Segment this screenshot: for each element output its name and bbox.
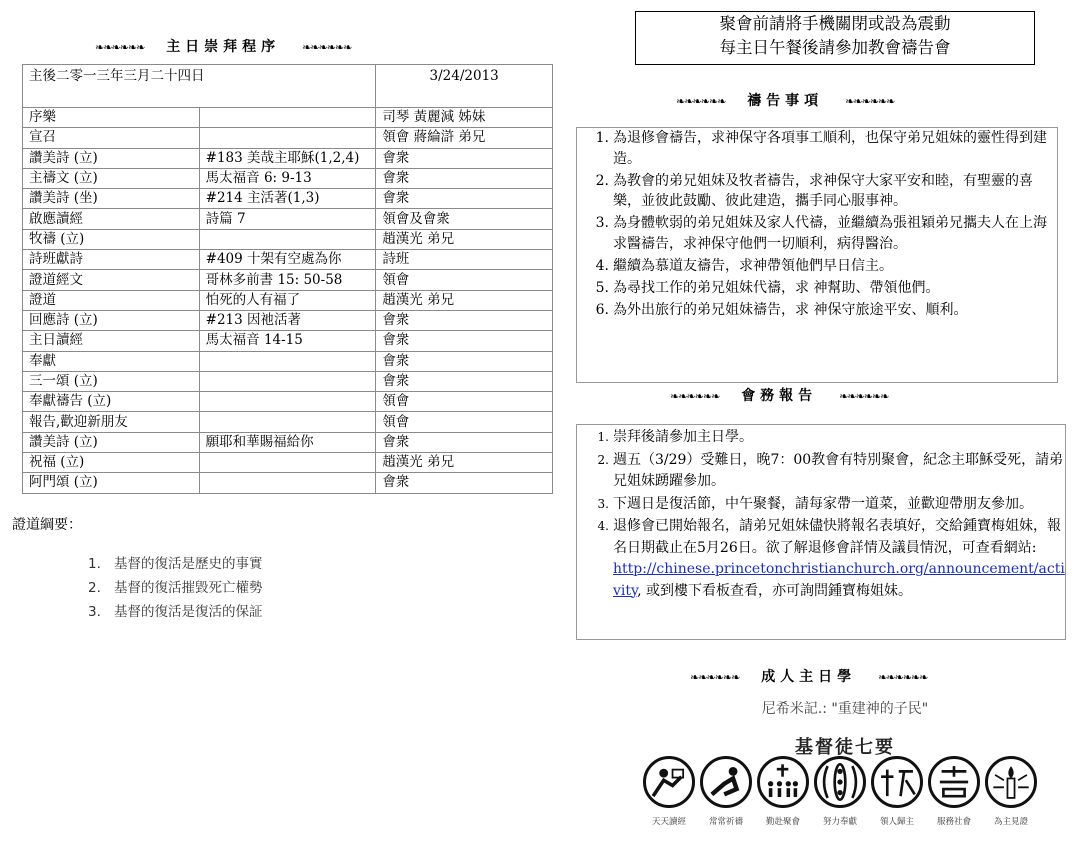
seven-essentials-labels <box>643 815 1038 829</box>
prayer-item-number: 5. <box>595 279 609 296</box>
essential-label: 努力奉獻 <box>822 817 857 827</box>
news-heading-title: 會務報告 <box>741 388 818 404</box>
prayer-item-number: 2. <box>595 172 609 189</box>
news-item-number: 3. <box>597 496 609 511</box>
worship-person: 領會及會衆 <box>376 209 553 229</box>
worship-item: 祝福 (立) <box>23 453 200 473</box>
news-item-text: 崇拜後請參加主日學。 <box>613 429 753 445</box>
worship-content <box>199 392 376 412</box>
worship-row <box>23 270 553 290</box>
worship-row <box>23 128 553 148</box>
worship-row <box>23 371 553 391</box>
prayer-item <box>577 128 1057 169</box>
worship-item: 奉獻禱告 (立) <box>23 392 200 412</box>
worship-item: 報告,歡迎新朋友 <box>23 412 200 432</box>
ornament-right: ❧❧❧❧❧❧ <box>845 95 895 108</box>
worship-row <box>23 412 553 432</box>
worship-row <box>23 290 553 310</box>
worship-content: #213 因祂活著 <box>199 310 376 330</box>
sermon-outline-list <box>88 552 263 624</box>
ornament-left: ❧❧❧❧❧❧ <box>676 95 726 108</box>
news-item-number: 2. <box>597 452 609 467</box>
prayer-item <box>577 300 1057 321</box>
prayer-item-text: 繼續為慕道友禱告，求神帶領他們早日信主。 <box>613 257 893 274</box>
worship-item: 讚美詩 (立) <box>23 148 200 168</box>
worship-row <box>23 229 553 249</box>
ornament-left: ❧❧❧❧❧❧ <box>690 671 740 684</box>
outline-point-number: 3. <box>88 604 101 620</box>
worship-content: #409 十架有空處為你 <box>199 250 376 270</box>
worship-person: 趙漢光 弟兄 <box>376 453 553 473</box>
worship-content <box>199 108 376 128</box>
news-item <box>577 494 1065 516</box>
worship-item: 主禱文 (立) <box>23 168 200 188</box>
worship-item: 牧禱 (立) <box>23 229 200 249</box>
prayer-item-number: 1. <box>595 130 609 146</box>
worship-row <box>23 250 553 270</box>
worship-person: 趙漢光 弟兄 <box>376 229 553 249</box>
worship-row <box>23 392 553 412</box>
prayer-item <box>577 256 1057 277</box>
worship-heading-title: 主日崇拜程序 <box>166 39 281 55</box>
outline-point <box>88 552 263 576</box>
witness-icon <box>985 756 1037 808</box>
prayer-item-text: 為退修會禱告，求神保守各項事工順利，也保守弟兄姐妹的靈性得到建造。 <box>613 130 1047 167</box>
news-item-text: 下週日是復活節，中午聚餐，請每家帶一道菜，並歡迎帶朋友參加。 <box>613 495 1033 512</box>
worship-row <box>23 209 553 229</box>
worship-person: 會衆 <box>376 432 553 452</box>
worship-row <box>23 473 553 493</box>
worship-row <box>23 108 553 128</box>
worship-content: 馬太福音 14-15 <box>199 331 376 351</box>
worship-item: 三一頌 (立) <box>23 371 200 391</box>
evangelism-icon <box>871 756 923 808</box>
prayer-heading <box>676 90 894 110</box>
prayer-item-text: 為外出旅行的弟兄姐妹禱告，求 神保守旅途平安、順利。 <box>613 301 968 318</box>
notice-line-2: 每主日午餐後請參加教會禱告會 <box>719 38 951 57</box>
worship-person: 領會 <box>376 270 553 290</box>
prayer-icon <box>700 756 752 808</box>
seven-essentials-title: 基督徒七要 <box>795 737 895 758</box>
worship-content <box>199 412 376 432</box>
adult-school-heading <box>690 666 927 686</box>
worship-heading <box>95 36 351 56</box>
worship-person: 會衆 <box>376 189 553 209</box>
worship-item: 回應詩 (立) <box>23 310 200 330</box>
prayer-item-number: 3. <box>595 215 609 232</box>
worship-content <box>199 453 376 473</box>
essential-label: 常常祈禱 <box>708 817 743 827</box>
essential-label: 服務社會 <box>936 817 971 827</box>
prayer-item-text: 為身體軟弱的弟兄姐妹及家人代禱，並繼續為張祖穎弟兄攜夫人在上海求醫禱告，求神保守他們一切順利，病得醫治。 <box>613 215 1047 252</box>
news-item <box>577 450 1065 493</box>
worship-person: 會衆 <box>376 148 553 168</box>
essential-label: 領人歸主 <box>879 817 914 827</box>
outline-point <box>88 600 263 624</box>
prayer-heading-title: 禱告事項 <box>747 93 824 109</box>
worship-person: 趙漢光 弟兄 <box>376 290 553 310</box>
worship-content: 哥林多前書 15: 50-58 <box>199 270 376 290</box>
worship-item: 序樂 <box>23 108 200 128</box>
prayer-item-text: 為尋找工作的弟兄姐妹代禱，求 神幫助、帶領他們。 <box>613 279 940 296</box>
worship-content: 馬太福音 6: 9-13 <box>199 168 376 188</box>
adult-school-book: 尼希米記.: "重建神的子民" <box>761 701 929 717</box>
worship-person: 會衆 <box>376 473 553 493</box>
prayer-item <box>577 171 1057 212</box>
news-item-number: 1. <box>597 430 609 444</box>
prayer-box <box>576 127 1058 383</box>
seven-essentials-icons <box>643 756 1038 814</box>
sermon-outline-label: 證道綱要： <box>12 517 82 533</box>
worship-content: #183 美哉主耶穌(1,2,4) <box>199 148 376 168</box>
worship-item: 讚美詩 (坐) <box>23 189 200 209</box>
worship-person: 領會 蔣綸滸 弟兄 <box>376 128 553 148</box>
ornament-right: ❧❧❧❧❧❧ <box>839 390 889 403</box>
outline-point-number: 2. <box>88 580 101 596</box>
news-item <box>577 427 1065 449</box>
community-service-icon <box>928 756 980 808</box>
outline-point-text: 基督的復活摧毀死亡權勢 <box>114 580 263 596</box>
worship-content <box>199 229 376 249</box>
worship-content: #214 主活著(1,3) <box>199 189 376 209</box>
worship-row <box>23 148 553 168</box>
ornament-right: ❧❧❧❧❧❧ <box>878 671 928 684</box>
prayer-item-number: 4. <box>595 257 609 274</box>
news-item <box>577 516 1065 602</box>
worship-row <box>23 189 553 209</box>
bible-reading-icon <box>643 756 695 808</box>
outline-point <box>88 576 263 600</box>
worship-item: 證道經文 <box>23 270 200 290</box>
worship-content <box>199 371 376 391</box>
worship-row <box>23 331 553 351</box>
worship-person: 領會 <box>376 412 553 432</box>
worship-date-chinese: 主後二零一三年三月二十四日 <box>23 65 376 108</box>
worship-item: 宣召 <box>23 128 200 148</box>
worship-person: 會衆 <box>376 331 553 351</box>
outline-point-number: 1. <box>88 556 101 572</box>
news-link-suffix: , 或到樓下看板查看，亦可詢問鍾寶梅姐妹。 <box>637 582 912 599</box>
prayer-list <box>577 128 1057 320</box>
notice-box <box>635 11 1035 65</box>
worship-person: 會衆 <box>376 168 553 188</box>
essential-label: 天天讀經 <box>651 817 686 827</box>
news-heading <box>670 385 888 405</box>
gathering-icon <box>757 756 809 808</box>
worship-person: 會衆 <box>376 351 553 371</box>
worship-content: 願耶和華賜福給你 <box>199 432 376 452</box>
worship-item: 阿門頌 (立) <box>23 473 200 493</box>
worship-item: 奉獻 <box>23 351 200 371</box>
worship-item: 主日讀經 <box>23 331 200 351</box>
worship-row <box>23 310 553 330</box>
worship-item: 啟應讀經 <box>23 209 200 229</box>
worship-content: 怕死的人有福了 <box>199 290 376 310</box>
ornament-left: ❧❧❧❧❧❧ <box>95 41 145 54</box>
worship-item: 詩班獻詩 <box>23 250 200 270</box>
news-item-number: 4. <box>597 519 609 533</box>
worship-row <box>23 432 553 452</box>
ornament-left: ❧❧❧❧❧❧ <box>670 390 720 403</box>
news-item-text: 週五（3/29）受難日，晚7：00教會有特別聚會，紀念主耶穌受死，請弟兄姐妹踴躍參加。 <box>613 451 1064 489</box>
outline-point-text: 基督的復活是復活的保証 <box>114 604 263 620</box>
news-list <box>577 425 1065 602</box>
worship-content: 詩篇 7 <box>199 209 376 229</box>
prayer-item-number: 6. <box>595 301 609 318</box>
worship-row <box>23 351 553 371</box>
worship-content <box>199 351 376 371</box>
worship-date: 3/24/2013 <box>376 65 553 108</box>
worship-date-row <box>23 65 553 108</box>
prayer-item <box>577 213 1057 254</box>
worship-person: 詩班 <box>376 250 553 270</box>
worship-row <box>23 168 553 188</box>
worship-content <box>199 128 376 148</box>
announcement-link[interactable]: http://chinese.princetonchristianchurch.org/announcement/activity <box>613 561 1065 599</box>
essential-label: 為主見證 <box>993 817 1028 827</box>
offering-icon <box>814 756 866 808</box>
worship-order-table <box>22 64 553 494</box>
ornament-right: ❧❧❧❧❧❧ <box>302 41 352 54</box>
worship-item: 讚美詩 (立) <box>23 432 200 452</box>
adult-school-heading-title: 成人主日學 <box>761 669 857 685</box>
news-item-text: 退修會已開始報名，請弟兄姐妹儘快將報名表填好，交給鍾寶梅姐妹，報名日期截止在5月26日。欲了解退修會詳情及議員情況，可查看網站: <box>613 518 1061 556</box>
worship-row <box>23 453 553 473</box>
worship-person: 領會 <box>376 392 553 412</box>
worship-item: 證道 <box>23 290 200 310</box>
worship-person: 會衆 <box>376 310 553 330</box>
essential-label: 勤赴聚會 <box>765 817 800 827</box>
prayer-item <box>577 278 1057 299</box>
notice-line-1: 聚會前請將手機關閉或設為震動 <box>719 14 951 33</box>
prayer-item-text: 為教會的弟兄姐妹及牧者禱告，求神保守大家平安和睦，有聖靈的喜樂，並彼此鼓勵、彼此建造，攜手同心服事神。 <box>613 172 1033 210</box>
outline-point-text: 基督的復活是歷史的事實 <box>114 556 263 572</box>
worship-person: 司琴 黃麗減 姊妹 <box>376 108 553 128</box>
worship-person: 會衆 <box>376 371 553 391</box>
worship-content <box>199 473 376 493</box>
news-box <box>576 424 1066 640</box>
